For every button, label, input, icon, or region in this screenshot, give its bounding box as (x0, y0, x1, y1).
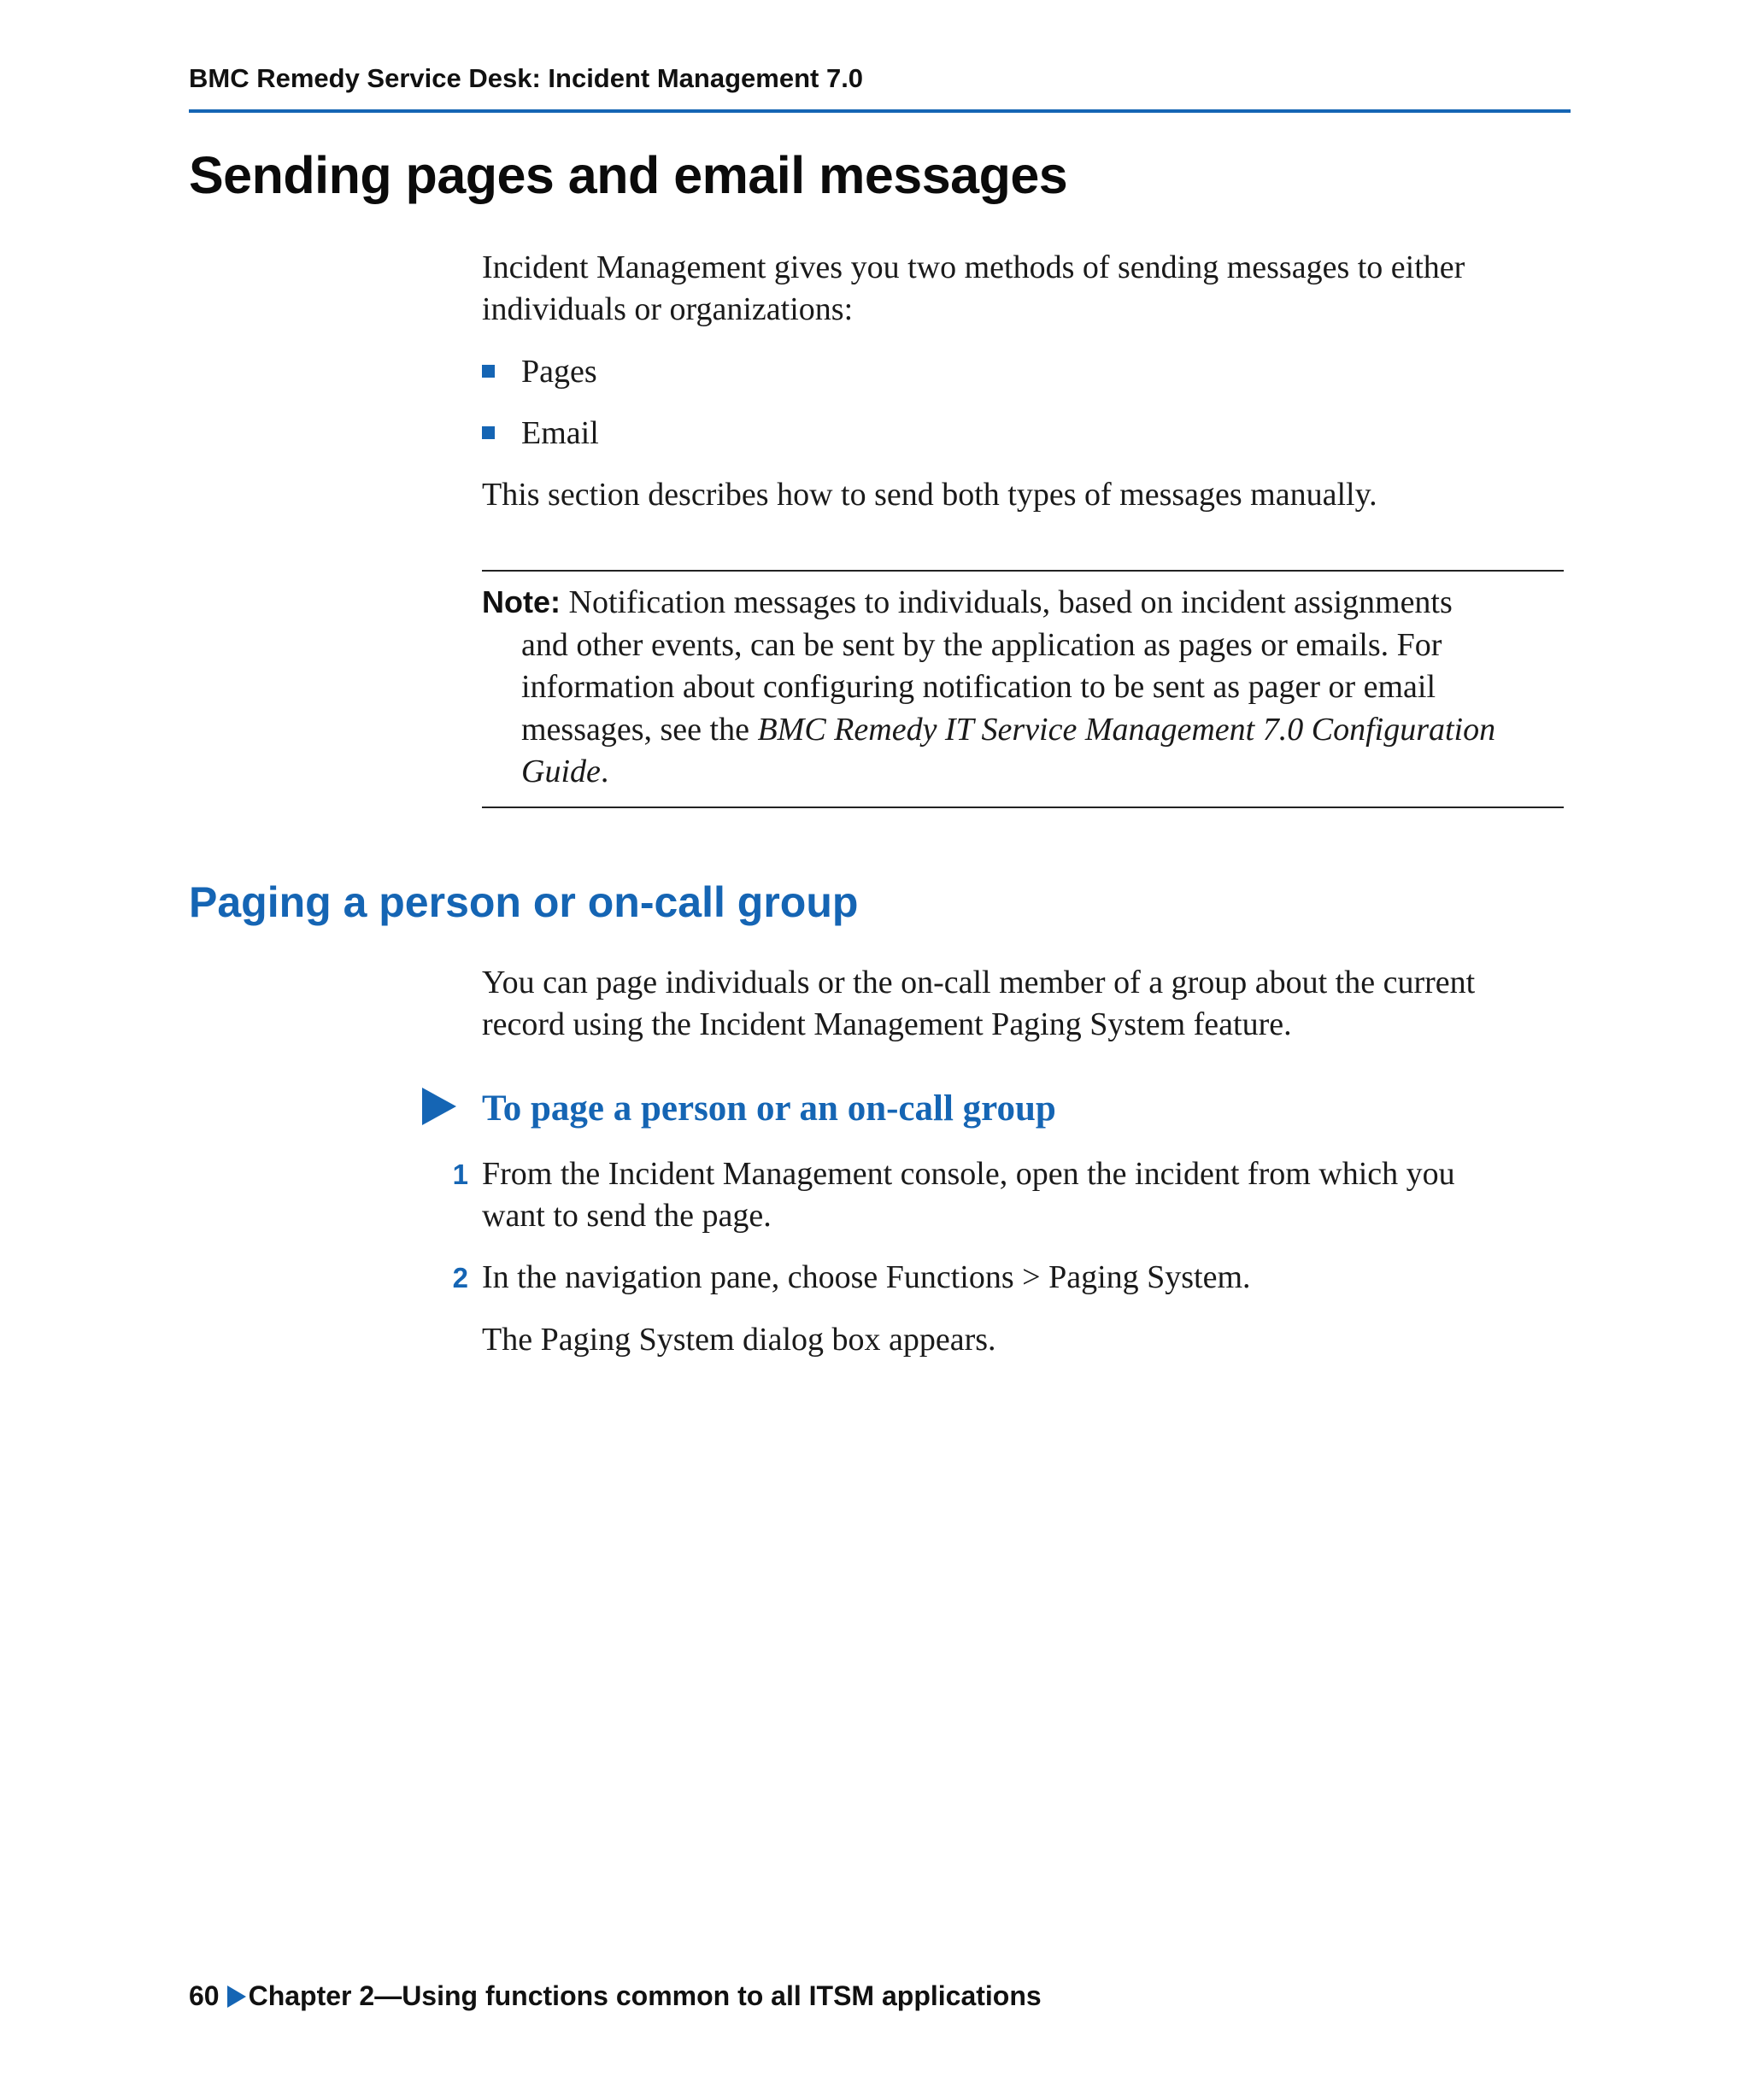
step-2-result-line: The Paging System dialog box appears. (482, 1322, 996, 1358)
footer-arrow-icon (227, 1986, 246, 2008)
subsection-title: Paging a person or on-call group (189, 878, 859, 926)
list-item-label: Pages (521, 354, 597, 390)
section-intro-line-2: individuals or organizations: (482, 291, 854, 327)
step-number: 2 (452, 1262, 468, 1293)
section-closing: This section describes how to send both types of messages manually. (482, 477, 1377, 513)
section-intro-line-1: Incident Management gives you two methods of sending messages to either (482, 249, 1465, 285)
note-line-5-punct: . (600, 754, 609, 789)
note-bottom-rule (482, 807, 1564, 808)
step-number: 1 (452, 1159, 468, 1190)
header-rule (189, 109, 1571, 113)
note-label: Note: (482, 584, 561, 619)
page-number: 60 (189, 1980, 220, 2011)
square-bullet-icon (482, 426, 495, 439)
page-footer (189, 1979, 1042, 2013)
note-top-rule (482, 570, 1564, 572)
chapter-title: Chapter 2—Using functions common to all ITSM applications (248, 1980, 1042, 2011)
section-intro (482, 247, 1567, 331)
square-bullet-icon (482, 365, 495, 378)
list-item-label: Email (521, 415, 599, 451)
step-1-text (482, 1153, 1455, 1237)
guide-title-italic-end: Guide (521, 754, 601, 789)
procedure-arrow-icon (422, 1088, 456, 1125)
note-line-1 (482, 581, 1567, 625)
step-2-text (482, 1257, 1251, 1299)
step-1-line-1: From the Incident Management console, open the incident from which you (482, 1156, 1455, 1192)
guide-title-italic: BMC Remedy IT Service Management 7.0 Configuration (757, 711, 1496, 748)
subsection-intro (482, 962, 1567, 1046)
step-2-line-1: In the navigation pane, choose Functions > Paging System. (482, 1259, 1251, 1295)
subsection-intro-line-2: record using the Incident Management Paging System feature. (482, 1006, 1292, 1042)
note-text: Notification messages to individuals, based on incident assignments (561, 584, 1453, 620)
step-2-result (482, 1319, 996, 1361)
subsection-intro-line-1: You can page individuals or the on-call member of a group about the current (482, 965, 1476, 1000)
running-header: BMC Remedy Service Desk: Incident Management 7.0 (189, 63, 864, 93)
note-block (482, 581, 1567, 794)
procedure-title: To page a person or an on-call group (482, 1088, 1056, 1129)
note-line-2: and other events, can be sent by the application as pages or emails. For (521, 626, 1442, 663)
note-line-4-text: messages, see the (521, 711, 758, 748)
note-line-5 (521, 751, 1567, 794)
section-title: Sending pages and email messages (189, 146, 1068, 204)
step-1-line-2: want to send the page. (482, 1198, 772, 1234)
note-line-3: information about configuring notification to be sent as pager or email (521, 669, 1436, 705)
note-continuation (482, 625, 1567, 794)
note-line-4 (521, 709, 1567, 752)
